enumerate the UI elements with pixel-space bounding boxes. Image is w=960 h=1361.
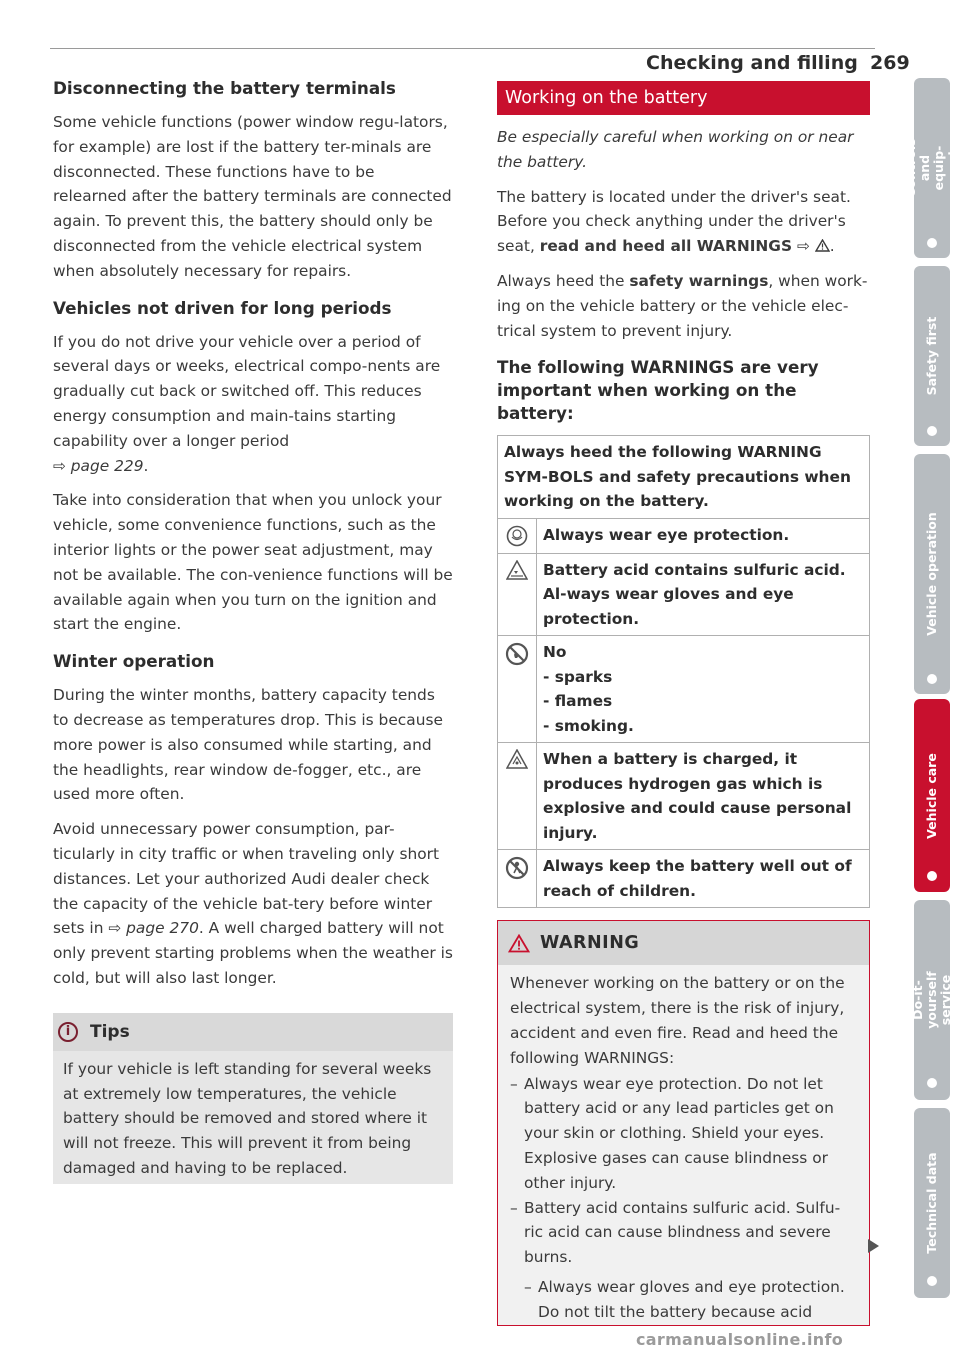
table-row: [498, 518, 870, 553]
left-column: [53, 70, 453, 1184]
eye-protection-icon: [506, 525, 528, 547]
watermark: carmanualsonline.info: [636, 1330, 844, 1349]
warning-symbols-table: [497, 435, 870, 908]
symbol-cell: [498, 553, 537, 636]
symbol-text: Battery acid contains sulfuric acid. Al-ways wear gloves and eye protection.: [537, 553, 870, 636]
tab-dot-icon: [927, 674, 937, 684]
explosive-gas-icon: [506, 749, 528, 769]
symbol-text: Always keep the battery well out of reach of children.: [537, 850, 870, 908]
paragraph-safety: Always heed the safety warnings, when work-ing on the vehicle battery or the vehicle elec-trical system to prevent injury.: [497, 271, 868, 340]
warning-box: [497, 920, 870, 1326]
tab-safety-first[interactable]: Safety first: [914, 266, 950, 446]
symbol-text: Always wear eye protection.: [537, 518, 870, 553]
heading-not-driven: Vehicles not driven for long periods: [53, 297, 392, 318]
paragraph-disconnecting: Some vehicle functions (power window regu-lators, for example) are lost if the battery ter-minals are disconnected. These functions have to be relearned after the battery terminals are connected again. To prevent this, the battery should only be disconnected from the vehicle electrical system when absolutely necessary for repairs.: [53, 113, 452, 280]
header-rule: [50, 48, 875, 49]
continue-arrow-icon[interactable]: [868, 1239, 879, 1253]
symbol-cell: [498, 850, 537, 908]
running-title: Checking and filling: [646, 52, 858, 74]
heading-winter: Winter operation: [53, 651, 215, 672]
warning-triangle-icon: [508, 934, 530, 953]
section-title-bar: Working on the battery: [497, 81, 870, 115]
page-number: 269: [870, 52, 910, 74]
symbol-cell: [498, 636, 537, 743]
tips-header: [53, 1013, 453, 1051]
table-row: [498, 636, 870, 743]
keep-from-children-icon: [505, 856, 529, 880]
page-link-270[interactable]: ⇨ page 270: [108, 919, 199, 938]
tips-text: If your vehicle is left standing for several weeks at extremely low temperatures, the vehicle battery should be removed and stored where it will not freeze. This will prevent it from being damaged and having to be replaced.: [63, 1059, 432, 1177]
page-link-229[interactable]: ⇨ page 229: [53, 456, 144, 475]
list-item: – Always wear eye protection. Do not let battery acid or any lead particles get on your skin or clothing. Shield your eyes. Explosive gases can cause blindness or other injury.: [510, 1072, 857, 1196]
tab-dot-icon: [927, 1276, 937, 1286]
warning-ref-link[interactable]: ⇨: [796, 237, 810, 256]
symbol-cell: [498, 518, 537, 553]
list-item: – Battery acid contains sulfuric acid. Sulfu-ric acid can cause blindness and severe burns.: [510, 1196, 857, 1270]
paragraph-winter-2: Avoid unnecessary power consumption, par-ticularly in city traffic or when traveling only short distances. Let your authorized Audi dealer check the capacity of the vehicle bat-tery before winter sets in ⇨ page 270. A well charged battery will not only prevent starting problems when the weather is cold, but will also last longer.: [53, 820, 453, 987]
warning-intro: Whenever working on the battery or on the electrical system, there is the risk of injury, accident and even fire. Read and heed the following WARNINGS:: [510, 974, 845, 1067]
tab-dot-icon: [927, 871, 937, 881]
warning-title: WARNING: [540, 933, 640, 954]
warning-triangle-icon: [815, 239, 830, 252]
tab-vehicle-operation[interactable]: Vehicle operation: [914, 454, 950, 694]
right-column: [497, 70, 870, 1326]
tab-controls-and-equipment[interactable]: Controls and equip- ment: [914, 78, 950, 258]
lead-text: Be especially careful when working on or near the battery.: [497, 128, 854, 171]
table-row: [498, 850, 870, 908]
tab-dot-icon: [927, 1078, 937, 1088]
subheading-warnings: The following WARNINGS are very important when working on the battery:: [497, 357, 819, 424]
table-row: [498, 553, 870, 636]
symbol-text: When a battery is charged, it produces hydrogen gas which is explosive and could cause personal injury.: [537, 743, 870, 850]
table-header-row: [498, 436, 870, 519]
table-row: [498, 743, 870, 850]
warning-list: [510, 1072, 857, 1325]
symbol-cell: [498, 743, 537, 850]
tab-do-it-yourself-service[interactable]: Do-it-yourself service: [914, 900, 950, 1100]
tab-dot-icon: [927, 238, 937, 248]
tips-title: Tips: [90, 1021, 130, 1042]
paragraph-not-driven-2: Take into consideration that when you unlock your vehicle, some convenience functions, such as the interior lights or the power seat adjustment, may not be available. The con-venience functions will be available again when you turn on the ignition and start the engine.: [53, 491, 453, 634]
list-item: – Always wear gloves and eye protection. Do not tilt the battery because acid: [510, 1275, 857, 1325]
acid-warning-icon: [506, 560, 528, 580]
paragraph-not-driven-1: If you do not drive your vehicle over a period of several days or weeks, electrical compo-nents are gradually cut back or switched off. This reduces energy consumption and main-tains starting capability over a longer period ⇨ page 229.: [53, 332, 441, 475]
info-icon: i: [58, 1022, 78, 1042]
heading-disconnecting: Disconnecting the battery terminals: [53, 78, 396, 98]
tab-technical-data[interactable]: Technical data: [914, 1108, 950, 1298]
warning-header: [498, 921, 869, 965]
tab-vehicle-care[interactable]: Vehicle care: [914, 699, 950, 892]
symbol-text: No - sparks - flames - smoking.: [537, 636, 870, 743]
table-header: Always heed the following WARNING SYM-BOLS and safety precautions when working on the battery.: [498, 436, 870, 519]
paragraph-location: The battery is located under the driver's seat. Before you check anything under the driver's seat, read and heed all WARNINGS ⇨ .: [497, 187, 851, 256]
tips-box: [53, 1013, 453, 1184]
no-fire-icon: [505, 642, 529, 666]
paragraph-winter-1: During the winter months, battery capacity tends to decrease as temperatures drop. This is because more power is also consumed while starting, and the headlights, rear window de-fogger, etc., are used more often.: [53, 686, 443, 804]
tab-dot-icon: [927, 426, 937, 436]
